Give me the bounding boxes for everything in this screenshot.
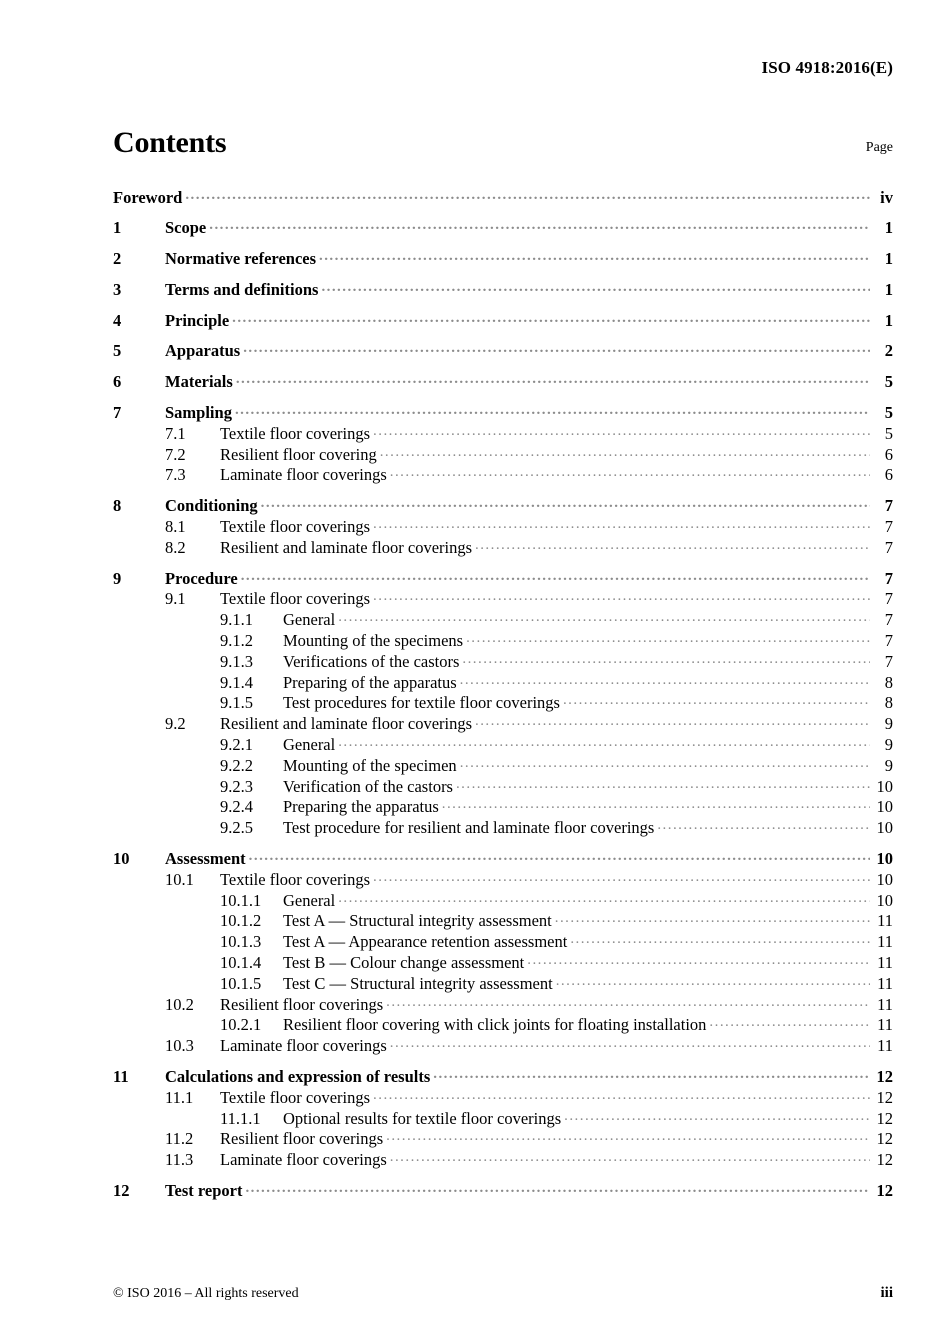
- toc-dot-leader: [373, 868, 870, 885]
- toc-entry-title: Laminate floor coverings: [220, 465, 387, 485]
- toc-entry[interactable]: [113, 775, 893, 796]
- toc-dot-leader: [386, 993, 870, 1010]
- toc-entry-number: 9.1.1: [220, 610, 253, 630]
- toc-entry[interactable]: [113, 186, 893, 207]
- toc-entry[interactable]: [113, 1107, 893, 1128]
- toc-entry[interactable]: [113, 495, 893, 516]
- toc-entry-page-number: 11: [877, 1015, 893, 1035]
- toc-entry-title: Mounting of the specimens: [283, 631, 464, 651]
- page-title: Contents: [113, 126, 227, 159]
- toc-entry-page-number: 9: [884, 755, 893, 775]
- toc-entry-title: Test B — Colour change assessment: [283, 953, 525, 972]
- toc-entry-page-number: 6: [884, 465, 893, 485]
- toc-dot-leader: [373, 516, 870, 533]
- toc-entry-title: Textile floor coverings: [220, 869, 371, 889]
- toc-entry[interactable]: [113, 422, 893, 443]
- toc-dot-leader: [433, 1065, 870, 1082]
- toc-entry-page-number: 1: [884, 218, 893, 238]
- toc-entry-number: 10.3: [165, 1036, 194, 1056]
- toc-dot-leader: [338, 609, 870, 626]
- toc-dot-leader: [460, 754, 870, 771]
- toc-entry-page-number: 11: [877, 911, 893, 931]
- toc-entry-page-number: 7: [884, 610, 893, 630]
- toc-entry-title: Test procedure for resilient and laminate floor coverings: [283, 818, 655, 838]
- toc-dot-leader: [390, 1149, 870, 1166]
- toc-dot-leader: [657, 817, 870, 834]
- toc-entry-page-number: 11: [877, 932, 893, 952]
- toc-dot-leader: [563, 692, 870, 709]
- toc-entry-title: Test A — Structural integrity assessment: [283, 911, 552, 931]
- toc-entry-title: Resilient floor coverings: [220, 994, 384, 1014]
- toc-entry-page-number: 1: [884, 279, 893, 299]
- toc-dot-leader: [390, 1035, 870, 1052]
- toc-entry[interactable]: [113, 972, 893, 993]
- toc-entry-title: Verification of the castors: [283, 776, 453, 796]
- toc-entry-number: 2: [113, 249, 122, 269]
- toc-dot-leader: [527, 952, 870, 969]
- toc-entry[interactable]: [113, 1014, 893, 1035]
- toc-entry-number: 11.1.1: [220, 1108, 261, 1128]
- running-header-standard-ref: ISO 4918:2016(E): [761, 58, 893, 77]
- toc-entry-page-number: iv: [880, 187, 893, 207]
- table-of-contents: [113, 186, 893, 1200]
- toc-entry-title: Textile floor coverings: [220, 589, 371, 609]
- toc-entry[interactable]: [113, 516, 893, 537]
- toc-dot-leader: [261, 495, 870, 512]
- toc-entry-number: 10.1: [165, 869, 194, 889]
- toc-entry-number: 8.2: [165, 537, 186, 557]
- toc-entry[interactable]: [113, 588, 893, 609]
- toc-entry[interactable]: [113, 848, 893, 869]
- toc-entry-number: 10.1.4: [220, 953, 262, 972]
- toc-entry-title: Resilient floor coverings: [220, 1129, 384, 1149]
- toc-dot-leader: [235, 402, 870, 419]
- toc-entry[interactable]: [113, 993, 893, 1014]
- toc-dot-leader: [564, 1107, 870, 1124]
- toc-dot-leader: [390, 464, 870, 481]
- toc-dot-leader: [338, 734, 870, 751]
- toc-entry-number: 9.2.2: [220, 755, 253, 775]
- toc-entry[interactable]: [113, 1128, 893, 1149]
- toc-entry-page-number: 5: [884, 403, 893, 423]
- toc-entry-page-number: 7: [884, 537, 893, 557]
- toc-entry-title: Materials: [165, 372, 233, 392]
- toc-entry-title: Calculations and expression of results: [165, 1066, 431, 1086]
- toc-entry-number: 9.2.3: [220, 776, 253, 796]
- toc-entry-page-number: 12: [876, 1180, 893, 1200]
- toc-entry[interactable]: [113, 817, 893, 838]
- toc-dot-leader: [321, 278, 870, 295]
- toc-entry-page-number: 5: [884, 372, 893, 392]
- toc-entry-number: 1: [113, 218, 122, 238]
- page-footer: [113, 1285, 893, 1302]
- toc-entry[interactable]: [113, 443, 893, 464]
- toc-entry-title: Resilient floor covering with click joints for floating installation: [283, 1015, 707, 1035]
- toc-entry-title: Terms and definitions: [165, 279, 319, 299]
- toc-entry-title: Principle: [165, 310, 230, 330]
- toc-entry-page-number: 12: [876, 1108, 893, 1128]
- toc-entry-number: 7.1: [165, 423, 186, 443]
- toc-entry-page-number: 12: [876, 1150, 893, 1170]
- toc-entry-number: 6: [113, 372, 122, 392]
- toc-entry-title: Textile floor coverings: [220, 517, 371, 537]
- toc-entry[interactable]: [113, 1086, 893, 1107]
- toc-entry-number: 12: [113, 1180, 130, 1200]
- contents-header-row: [113, 128, 893, 158]
- toc-entry[interactable]: [113, 609, 893, 630]
- toc-entry-page-number: 2: [884, 341, 893, 361]
- toc-entry-title: Laminate floor coverings: [220, 1036, 387, 1056]
- toc-entry-title: General: [283, 610, 336, 630]
- toc-entry-number: 7.3: [165, 465, 186, 485]
- toc-entry-title: Normative references: [165, 249, 317, 269]
- toc-dot-leader: [475, 536, 870, 553]
- toc-dot-leader: [709, 1014, 870, 1031]
- toc-entry-number: 7.2: [165, 444, 186, 464]
- toc-entry-title: Procedure: [165, 568, 238, 588]
- toc-entry[interactable]: [113, 1149, 893, 1170]
- toc-entry-title: Conditioning: [165, 496, 258, 516]
- toc-entry[interactable]: [113, 713, 893, 734]
- toc-entry-number: 9: [113, 568, 122, 588]
- toc-dot-leader: [241, 567, 870, 584]
- toc-dot-leader: [386, 1128, 870, 1145]
- toc-entry[interactable]: [113, 1179, 893, 1200]
- toc-entry-title: General: [283, 735, 336, 755]
- toc-entry-number: 11.2: [165, 1129, 194, 1149]
- toc-entry-title: Resilient and laminate floor coverings: [220, 537, 473, 557]
- toc-entry[interactable]: [113, 464, 893, 485]
- toc-entry[interactable]: [113, 371, 893, 392]
- toc-entry-number: 9.1.3: [220, 651, 253, 671]
- toc-entry-number: 11.1: [165, 1087, 194, 1107]
- toc-entry-number: 10.2: [165, 994, 194, 1014]
- toc-dot-leader: [460, 671, 870, 688]
- toc-entry-number: 10.1.1: [220, 890, 262, 910]
- toc-entry-page-number: 7: [884, 589, 893, 609]
- toc-entry-page-number: 10: [876, 818, 893, 838]
- toc-entry-title: Resilient and laminate floor coverings: [220, 714, 473, 734]
- toc-entry-number: 7: [113, 403, 122, 423]
- toc-dot-leader: [373, 1086, 870, 1103]
- toc-entry-number: 11: [113, 1066, 129, 1086]
- toc-entry[interactable]: [113, 650, 893, 671]
- toc-entry-page-number: 11: [877, 1036, 893, 1056]
- toc-entry-title: Textile floor coverings: [220, 1087, 371, 1107]
- toc-entry-title: Optional results for textile floor coverings: [283, 1108, 562, 1128]
- toc-dot-leader: [185, 186, 870, 203]
- toc-entry-number: 4: [113, 310, 122, 330]
- toc-entry-title: Preparing of the apparatus: [283, 672, 457, 692]
- toc-entry[interactable]: [113, 1065, 893, 1086]
- toc-entry[interactable]: [113, 889, 893, 910]
- toc-entry-title: Preparing the apparatus: [283, 797, 439, 817]
- toc-dot-leader: [462, 650, 870, 667]
- toc-entry-page-number: 9: [884, 714, 893, 734]
- toc-dot-leader: [319, 248, 870, 265]
- toc-dot-leader: [456, 775, 870, 792]
- toc-entry-page-number: 10: [876, 869, 893, 889]
- toc-entry-page-number: 8: [884, 693, 893, 713]
- toc-entry-title: Mounting of the specimen: [283, 755, 457, 775]
- toc-entry-page-number: 7: [884, 631, 893, 651]
- toc-dot-leader: [380, 443, 870, 460]
- toc-entry-number: 9.1.2: [220, 631, 253, 651]
- toc-entry[interactable]: [113, 910, 893, 931]
- toc-entry-page-number: 7: [884, 496, 893, 516]
- toc-entry[interactable]: [113, 931, 893, 952]
- toc-dot-leader: [556, 972, 870, 989]
- page-folio: iii: [880, 1285, 893, 1301]
- toc-entry-number: 5: [113, 341, 122, 361]
- toc-entry-title: Textile floor coverings: [220, 423, 371, 443]
- toc-entry-title: Test C — Structural integrity assessment: [283, 973, 553, 993]
- toc-entry-title: Sampling: [165, 403, 232, 423]
- toc-entry[interactable]: [113, 671, 893, 692]
- toc-entry-number: 8.1: [165, 517, 186, 537]
- toc-entry[interactable]: [113, 248, 893, 269]
- toc-entry-page-number: 11: [877, 953, 893, 972]
- toc-entry-page-number: 9: [884, 735, 893, 755]
- toc-dot-leader: [243, 340, 870, 357]
- toc-entry-page-number: 8: [884, 672, 893, 692]
- toc-entry-title: Test A — Appearance retention assessment: [283, 932, 568, 952]
- toc-entry-title: Scope: [165, 218, 207, 238]
- toc-entry-number: 10.1.5: [220, 973, 262, 993]
- page-column-label: Page: [865, 140, 893, 155]
- toc-entry-number: 10.1.3: [220, 932, 262, 952]
- toc-entry-page-number: 5: [884, 423, 893, 443]
- toc-entry[interactable]: [113, 217, 893, 238]
- toc-entry[interactable]: [113, 734, 893, 755]
- toc-entry-title: General: [283, 890, 336, 910]
- toc-entry[interactable]: [113, 692, 893, 713]
- toc-entry[interactable]: [113, 402, 893, 423]
- toc-entry-number: 10.1.2: [220, 911, 262, 931]
- toc-entry-title: Resilient floor covering: [220, 444, 377, 464]
- toc-dot-leader: [209, 217, 870, 234]
- toc-entry-page-number: 10: [876, 776, 893, 796]
- toc-entry-page-number: 7: [884, 568, 893, 588]
- toc-entry-title: Laminate floor coverings: [220, 1150, 387, 1170]
- toc-entry[interactable]: [113, 796, 893, 817]
- toc-entry-title: Foreword: [113, 187, 183, 207]
- toc-entry-page-number: 10: [876, 890, 893, 910]
- toc-entry-number: 10.2.1: [220, 1015, 262, 1035]
- toc-entry-title: Verifications of the castors: [283, 651, 460, 671]
- toc-dot-leader: [245, 1179, 870, 1196]
- toc-dot-leader: [555, 910, 870, 927]
- toc-entry[interactable]: [113, 340, 893, 361]
- toc-entry-number: 8: [113, 496, 122, 516]
- toc-entry-page-number: 10: [876, 797, 893, 817]
- toc-entry[interactable]: [113, 278, 893, 299]
- toc-entry-number: 9.2: [165, 714, 186, 734]
- toc-entry[interactable]: [113, 536, 893, 557]
- toc-entry-number: 9.1: [165, 589, 186, 609]
- toc-dot-leader: [442, 796, 870, 813]
- toc-dot-leader: [466, 630, 870, 647]
- toc-entry-page-number: 12: [876, 1066, 893, 1086]
- toc-entry-number: 11.3: [165, 1150, 194, 1170]
- toc-dot-leader: [236, 371, 870, 388]
- toc-entry[interactable]: [113, 630, 893, 651]
- toc-dot-leader: [373, 422, 870, 439]
- toc-entry[interactable]: [113, 567, 893, 588]
- toc-entry[interactable]: [113, 1035, 893, 1056]
- toc-entry-page-number: 6: [884, 444, 893, 464]
- toc-entry[interactable]: [113, 309, 893, 330]
- toc-dot-leader: [570, 931, 870, 948]
- toc-entry[interactable]: [113, 868, 893, 889]
- copyright-notice: © ISO 2016 – All rights reserved: [113, 1286, 299, 1301]
- toc-dot-leader: [338, 889, 870, 906]
- toc-entry-page-number: 12: [876, 1087, 893, 1107]
- toc-entry-title: Test procedures for textile floor coverings: [283, 693, 560, 713]
- toc-entry-number: 9.2.1: [220, 735, 253, 755]
- toc-entry-title: Apparatus: [165, 341, 241, 361]
- toc-entry-number: 9.2.4: [220, 797, 253, 817]
- toc-entry-page-number: 11: [877, 994, 893, 1014]
- toc-entry[interactable]: [113, 754, 893, 775]
- toc-entry-page-number: 1: [884, 310, 893, 330]
- toc-dot-leader: [373, 588, 870, 605]
- toc-entry-page-number: 7: [884, 651, 893, 671]
- toc-dot-leader: [475, 713, 870, 730]
- toc-entry-title: Test report: [165, 1180, 243, 1200]
- toc-entry-page-number: 1: [884, 249, 893, 269]
- toc-entry-number: 9.1.5: [220, 693, 253, 713]
- toc-entry-page-number: 7: [884, 517, 893, 537]
- toc-entry-number: 10: [113, 849, 130, 869]
- toc-dot-leader: [249, 848, 870, 865]
- toc-entry[interactable]: [113, 952, 893, 973]
- toc-entry-page-number: 10: [876, 849, 893, 869]
- toc-entry-number: 9.2.5: [220, 818, 253, 838]
- toc-entry-number: 9.1.4: [220, 672, 253, 692]
- toc-entry-title: Assessment: [165, 849, 246, 869]
- toc-dot-leader: [232, 309, 870, 326]
- toc-entry-page-number: 12: [876, 1129, 893, 1149]
- toc-entry-number: 3: [113, 279, 122, 299]
- toc-entry-page-number: 11: [877, 973, 893, 993]
